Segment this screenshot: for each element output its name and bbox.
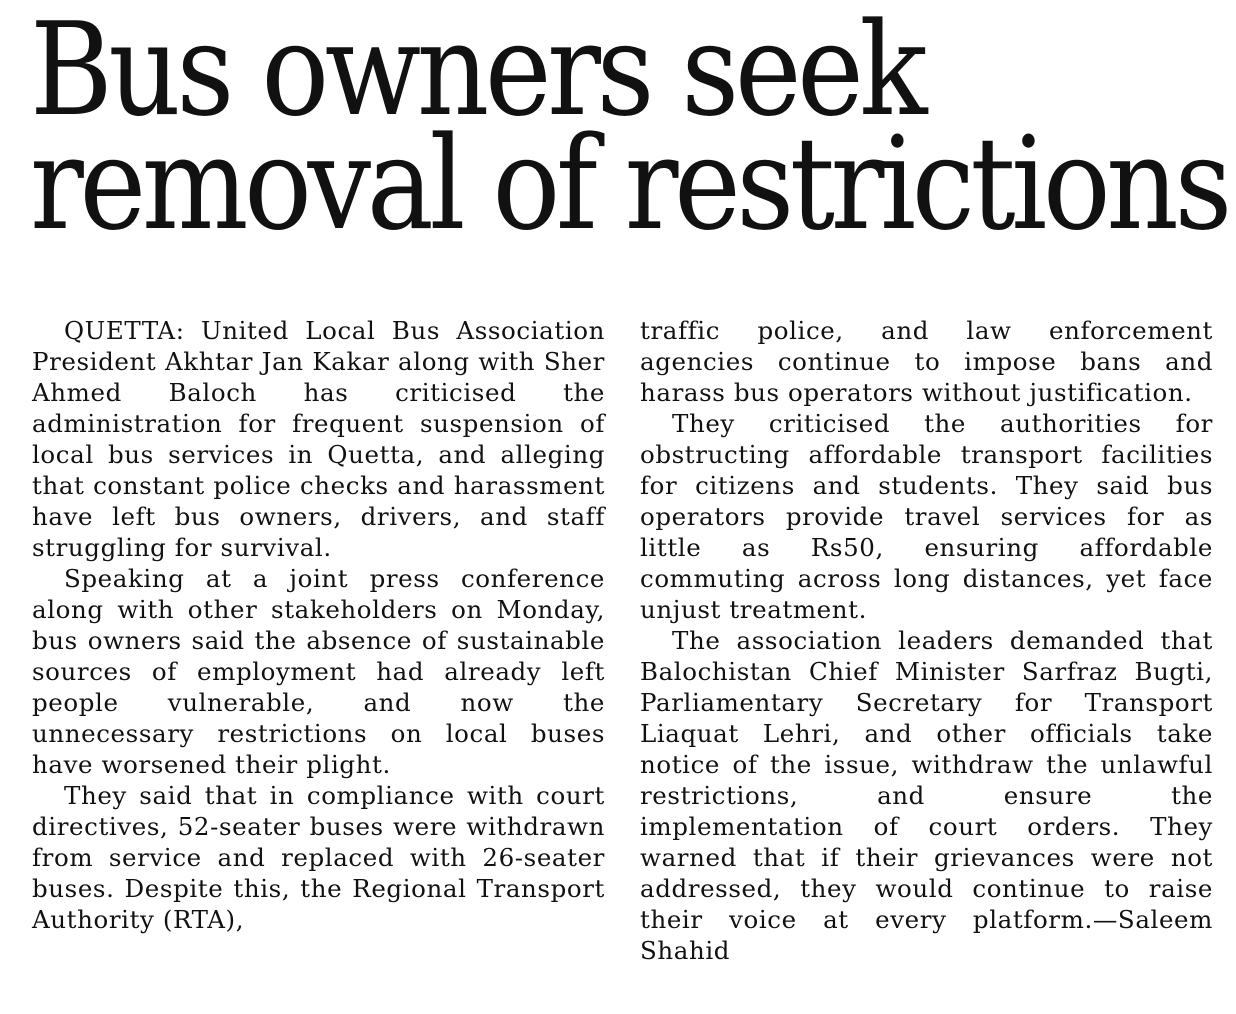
headline-line-2: removal of restrictions	[30, 110, 1228, 259]
article-paragraph-1: QUETTA: United Local Bus Association President Akhtar Jan Kakar along with Sher Ahmed Baloch has criticised the administration for frequent suspension of local bus services in Quetta, and alleging that constant police checks and harassment have left bus owners, drivers, and staff struggling for survival.	[32, 316, 605, 562]
article-column-right	[640, 315, 1213, 966]
headline-line-1: Bus owners seek	[30, 0, 924, 145]
article-paragraph-4: They criticised the authorities for obstructing affordable transport facilities for citizens and students. They said bus operators provide travel services for as little as Rs50, ensuring affordable commuting across long distances, yet face unjust treatment.	[640, 409, 1213, 624]
headline	[30, 0, 1228, 259]
article-paragraph-2: Speaking at a joint press conference along with other stakeholders on Monday, bus owners said the absence of sustainable sources of employment had already left people vulnerable, and now the unnecessary restrictions on local buses have worsened their plight.	[32, 564, 605, 779]
article-paragraph-3-continued: traffic police, and law enforcement agencies continue to impose bans and harass bus operators without justification.	[640, 316, 1213, 407]
article-paragraph-3: They said that in compliance with court directives, 52-seater buses were withdrawn from service and replaced with 26-seater buses. Despite this, the Regional Transport Authority (RTA),	[32, 781, 605, 934]
article-column-left	[32, 315, 605, 935]
article-paragraph-5: The association leaders demanded that Balochistan Chief Minister Sarfraz Bugti, Parliamentary Secretary for Transport Liaquat Lehri, and other officials take notice of the issue, withdraw the unlawful restrictions, and ensure the implementation of court orders. They warned that if their grievances were not addressed, they would continue to raise their voice at every platform.—Saleem Shahid	[640, 626, 1213, 965]
